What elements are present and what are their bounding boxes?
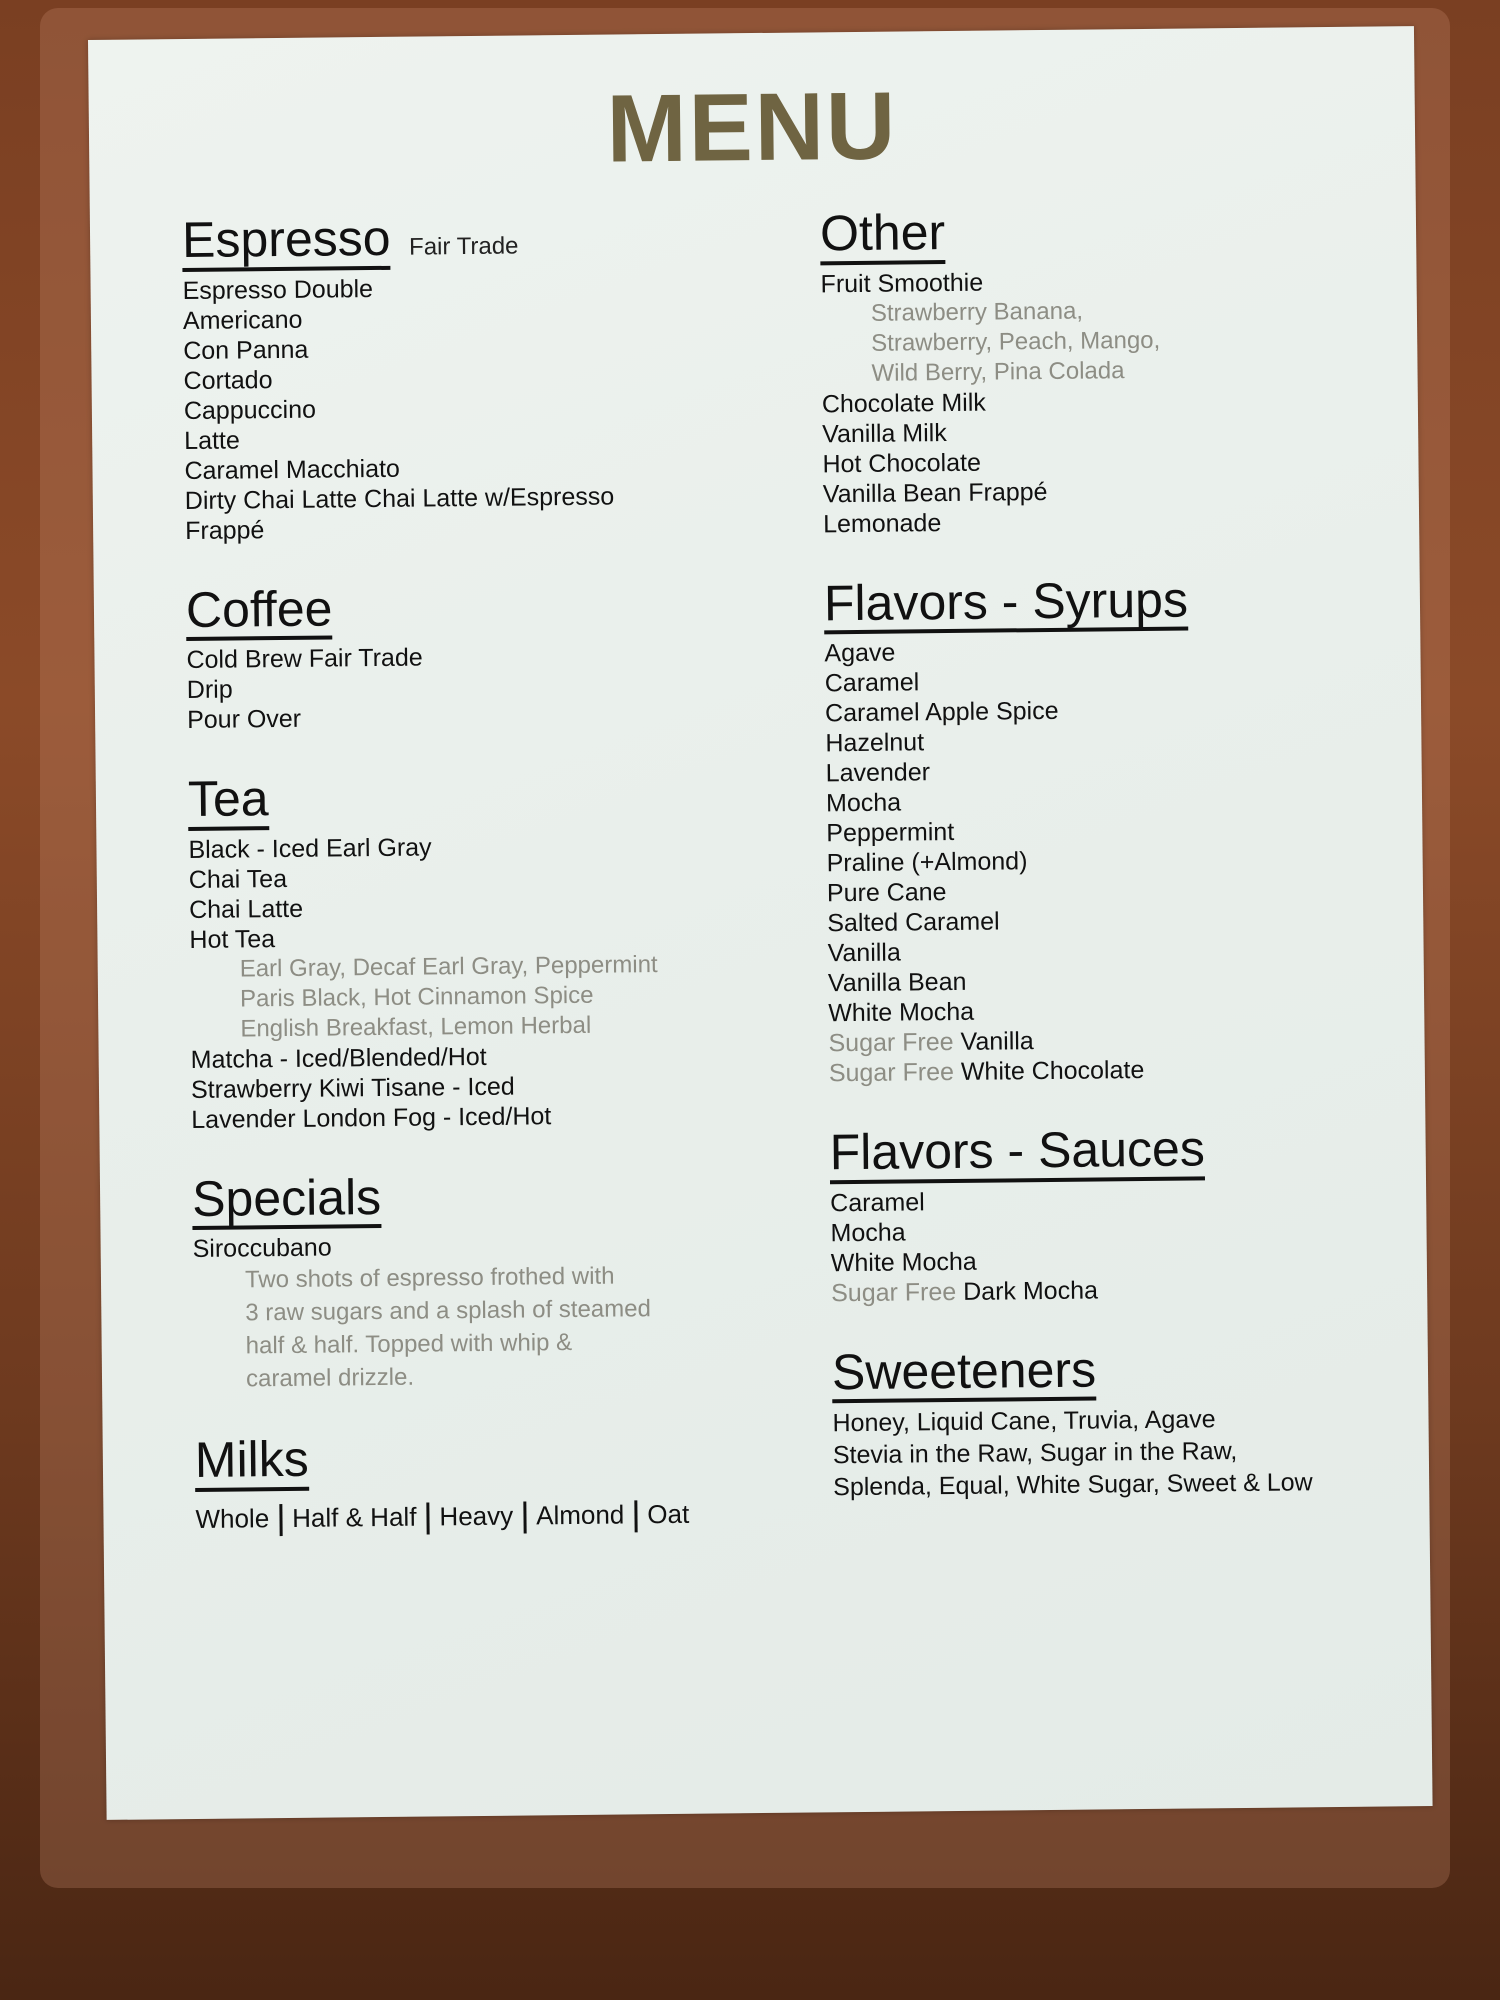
menu-item: Lavender (825, 758, 931, 788)
milk-option: Whole (195, 1502, 270, 1534)
smoothie-flavor-line: Strawberry, Peach, Mango, (871, 326, 1161, 357)
coffee-section (186, 578, 748, 735)
sugar-free-label: Sugar Free (831, 1277, 957, 1307)
sauces-heading: Flavors - Sauces (829, 1122, 1205, 1183)
milk-option: Heavy (439, 1500, 514, 1531)
sugar-free-flavor: White Chocolate (960, 1055, 1145, 1086)
specials-heading: Specials (192, 1170, 382, 1229)
special-description-line: 3 raw sugars and a splash of steamed (245, 1295, 652, 1327)
menu-item: Vanilla (827, 938, 901, 968)
menu-item: White Mocha (828, 997, 975, 1028)
special-description-line: half & half. Topped with whip & (245, 1329, 573, 1360)
menu-item: Mocha (825, 788, 902, 818)
syrups-section (824, 571, 1419, 1089)
sugar-free-item (829, 1052, 1419, 1088)
menu-item: Lemonade (822, 508, 942, 538)
menu-item: Chocolate Milk (821, 388, 986, 418)
hot-tea-option: English Breakfast, Lemon Herbal (240, 1011, 592, 1042)
menu-item: Chai Tea (188, 864, 288, 894)
menu-item: Cortado (183, 365, 273, 395)
espresso-section (182, 208, 745, 545)
menu-item: Cappuccino (183, 395, 317, 425)
coffee-heading: Coffee (186, 582, 333, 641)
smoothie-flavor-line: Strawberry Banana, (870, 297, 1084, 327)
tea-heading: Tea (188, 772, 269, 830)
menu-item: Espresso Double (182, 274, 374, 305)
menu-sheet (88, 26, 1433, 1820)
espresso-heading: Espresso (182, 212, 391, 272)
sweeteners-heading: Sweeteners (832, 1343, 1097, 1403)
menu-item: Hot Chocolate (822, 448, 982, 478)
menu-item: Caramel (830, 1187, 925, 1217)
sauces-section (829, 1120, 1421, 1308)
menu-item: Latte (184, 425, 240, 455)
menu-item: Praline (+Almond) (826, 847, 1028, 878)
menu-item: Con Panna (183, 335, 309, 365)
hot-tea-option: Paris Black, Hot Cinnamon Spice (239, 981, 594, 1012)
menu-item: Peppermint (826, 817, 955, 848)
menu-item: Salted Caramel (827, 907, 1000, 938)
milks-section (195, 1428, 756, 1536)
sweetener-line: Honey, Liquid Cane, Truvia, Agave (832, 1405, 1216, 1438)
menu-item: Pour Over (186, 704, 302, 734)
sweetener-line: Splenda, Equal, White Sugar, Sweet & Low (833, 1468, 1313, 1502)
menu-item: Cold Brew Fair Trade (186, 643, 423, 675)
divider (426, 1502, 429, 1534)
sugar-free-flavor: Dark Mocha (963, 1275, 1099, 1306)
smoothie-flavor-line: Wild Berry, Pina Colada (871, 356, 1125, 387)
menu-item: Vanilla Milk (822, 418, 947, 448)
divider (279, 1504, 282, 1536)
menu-item: Dirty Chai Latte Chai Latte w/Espresso (184, 482, 615, 515)
milk-option: Almond (535, 1498, 625, 1530)
menu-item: Strawberry Kiwi Tisane - Iced (190, 1072, 515, 1104)
menu-item: White Mocha (830, 1247, 977, 1277)
espresso-note: Fair Trade (408, 232, 519, 261)
menu-item: Hazelnut (825, 728, 925, 758)
sugar-free-label: Sugar Free (828, 1057, 955, 1088)
milk-option: Oat (647, 1498, 690, 1529)
menu-item: Drip (186, 675, 233, 705)
left-column (182, 208, 756, 1574)
menu-item: Mocha (830, 1218, 906, 1247)
sweetener-line: Stevia in the Raw, Sugar in the Raw, (832, 1437, 1238, 1470)
milks-list (195, 1498, 755, 1537)
menu-item: Fruit Smoothie (820, 268, 984, 298)
menu-item: Vanilla Bean Frappé (822, 477, 1048, 508)
special-description-line: caramel drizzle. (245, 1363, 415, 1393)
menu-item: Lavender London Fog - Iced/Hot (191, 1101, 552, 1134)
syrups-heading: Flavors - Syrups (824, 573, 1189, 634)
milks-heading: Milks (195, 1433, 309, 1492)
menu-title: MENU (606, 72, 898, 183)
menu-item: Siroccubano (192, 1233, 332, 1263)
sugar-free-label: Sugar Free (828, 1027, 954, 1058)
menu-item: Caramel Macchiato (184, 454, 401, 485)
menu-item: Caramel (824, 668, 920, 698)
divider (634, 1500, 637, 1532)
menu-item: Matcha - Iced/Blended/Hot (190, 1042, 487, 1074)
menu-item: Agave (824, 638, 896, 668)
tea-section (188, 767, 752, 1134)
menu-item: Pure Cane (826, 878, 947, 908)
menu-item: Black - Iced Earl Gray (188, 832, 432, 864)
menu-item: Vanilla Bean (827, 967, 967, 998)
other-heading: Other (820, 206, 946, 265)
sweeteners-section (832, 1340, 1424, 1504)
menu-item: Frappé (184, 515, 265, 545)
menu-item: Americano (182, 305, 303, 335)
other-section (820, 201, 1413, 539)
menu-item: Chai Latte (188, 894, 304, 924)
right-column (820, 201, 1424, 1541)
special-description-line: Two shots of espresso frothed with (244, 1262, 615, 1294)
sugar-free-item (831, 1272, 1421, 1308)
specials-section (192, 1167, 754, 1396)
milk-option: Half & Half (292, 1501, 417, 1533)
menu-item: Hot Tea (189, 924, 276, 954)
hot-tea-option: Earl Gray, Decaf Earl Gray, Peppermint (239, 950, 658, 982)
divider (523, 1501, 526, 1533)
menu-item: Caramel Apple Spice (824, 696, 1059, 728)
sugar-free-flavor: Vanilla (960, 1027, 1034, 1056)
